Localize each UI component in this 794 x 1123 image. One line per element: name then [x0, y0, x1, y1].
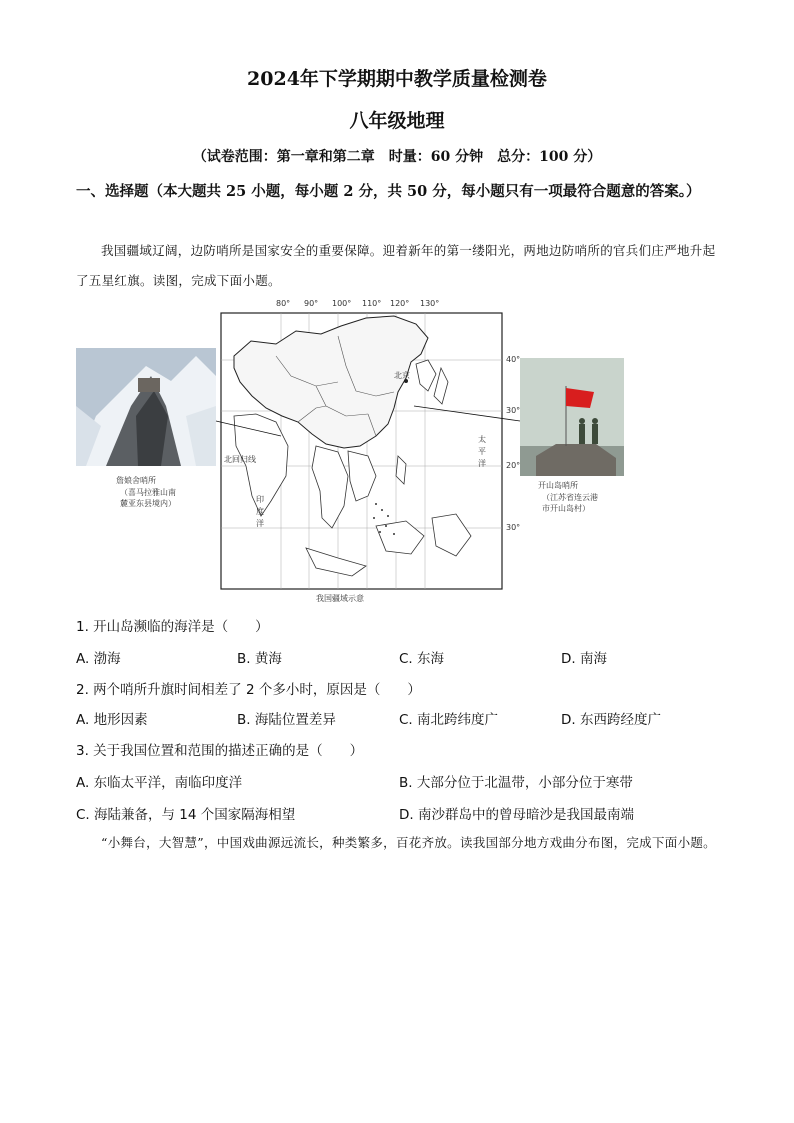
right-caption-1: 开山岛哨所 [538, 481, 578, 490]
lat-label: 20° [506, 461, 521, 470]
right-caption-3: 市开山岛村） [542, 504, 590, 513]
left-photo-snow-post [76, 348, 216, 466]
label-pacific: 平 [478, 447, 486, 456]
label-pacific: 太 [478, 435, 486, 444]
lat-label: 30° [506, 406, 521, 415]
map-caption: 我国疆域示意 [316, 594, 364, 603]
lat-label: 40° [506, 355, 521, 364]
question-1: 1. 开山岛濒临的海洋是（ ） [76, 619, 269, 635]
lon-label: 120° [390, 299, 410, 308]
option-b[interactable]: B. 海陆位置差异 [237, 712, 336, 728]
lat-label: 30° [506, 523, 521, 532]
section-heading: 一、选择题（本大题共 25 小题，每小题 2 分，共 50 分，每小题只有一项最符合题意的答案。） [76, 183, 701, 200]
lon-label: 90° [304, 299, 319, 308]
label-indian: 度 [256, 507, 264, 516]
option-c[interactable]: C. 东海 [399, 651, 445, 667]
exam-subtitle: 八年级地理 [349, 110, 445, 132]
passage-opera: “小舞台，大智慧”，中国戏曲源远流长，种类繁多，百花齐放。读我国部分地方戏曲分布图，完成下面小题。 [101, 835, 716, 850]
option-c[interactable]: C. 南北跨纬度广 [399, 712, 499, 728]
option-d[interactable]: D. 南沙群岛中的曾母暗沙是我国最南端 [399, 807, 634, 823]
right-photo-flag-post [520, 358, 624, 476]
question-3: 3. 关于我国位置和范围的描述正确的是（ ） [76, 743, 364, 759]
option-d[interactable]: D. 南海 [561, 651, 607, 667]
label-tropic: 北回归线 [224, 455, 256, 464]
label-indian: 洋 [256, 519, 264, 528]
right-caption-2: （江苏省连云港 [542, 493, 598, 502]
option-a[interactable]: A. 渤海 [76, 651, 121, 667]
option-c[interactable]: C. 海陆兼备，与 14 个国家隔海相望 [76, 807, 296, 823]
exam-title: 2024年下学期期中教学质量检测卷 [247, 68, 547, 90]
question-2: 2. 两个哨所升旗时间相差了 2 个多小时，原因是（ ） [76, 682, 421, 698]
option-b[interactable]: B. 大部分位于北温带，小部分位于寒带 [399, 775, 633, 791]
left-caption-3: 麓亚东县境内） [120, 499, 176, 508]
lon-label: 130° [420, 299, 440, 308]
option-a[interactable]: A. 地形因素 [76, 712, 148, 728]
label-indian: 印 [256, 495, 264, 504]
lon-label: 80° [276, 299, 291, 308]
passage-border-posts: 我国疆域辽阔，边防哨所是国家安全的重要保障。迎着新年的第一缕阳光，两地边防哨所的官兵们庄严地升起了五星红旗。读图，完成下面小题。 [76, 243, 716, 288]
lon-label: 100° [332, 299, 352, 308]
option-a[interactable]: A. 东临太平洋，南临印度洋 [76, 775, 243, 791]
label-pacific: 洋 [478, 459, 486, 468]
lon-label: 110° [362, 299, 382, 308]
territory-map [221, 313, 502, 589]
left-caption-2: （喜马拉雅山南 [120, 488, 176, 497]
option-b[interactable]: B. 黄海 [237, 651, 282, 667]
exam-scope: （试卷范围：第一章和第二章 时量：60 分钟 总分：100 分） [192, 149, 602, 165]
option-d[interactable]: D. 东西跨经度广 [561, 712, 661, 728]
left-caption-1: 詹娘舍哨所 [116, 476, 156, 485]
label-beijing: 北京 [394, 371, 410, 380]
territory-figure [76, 296, 636, 608]
